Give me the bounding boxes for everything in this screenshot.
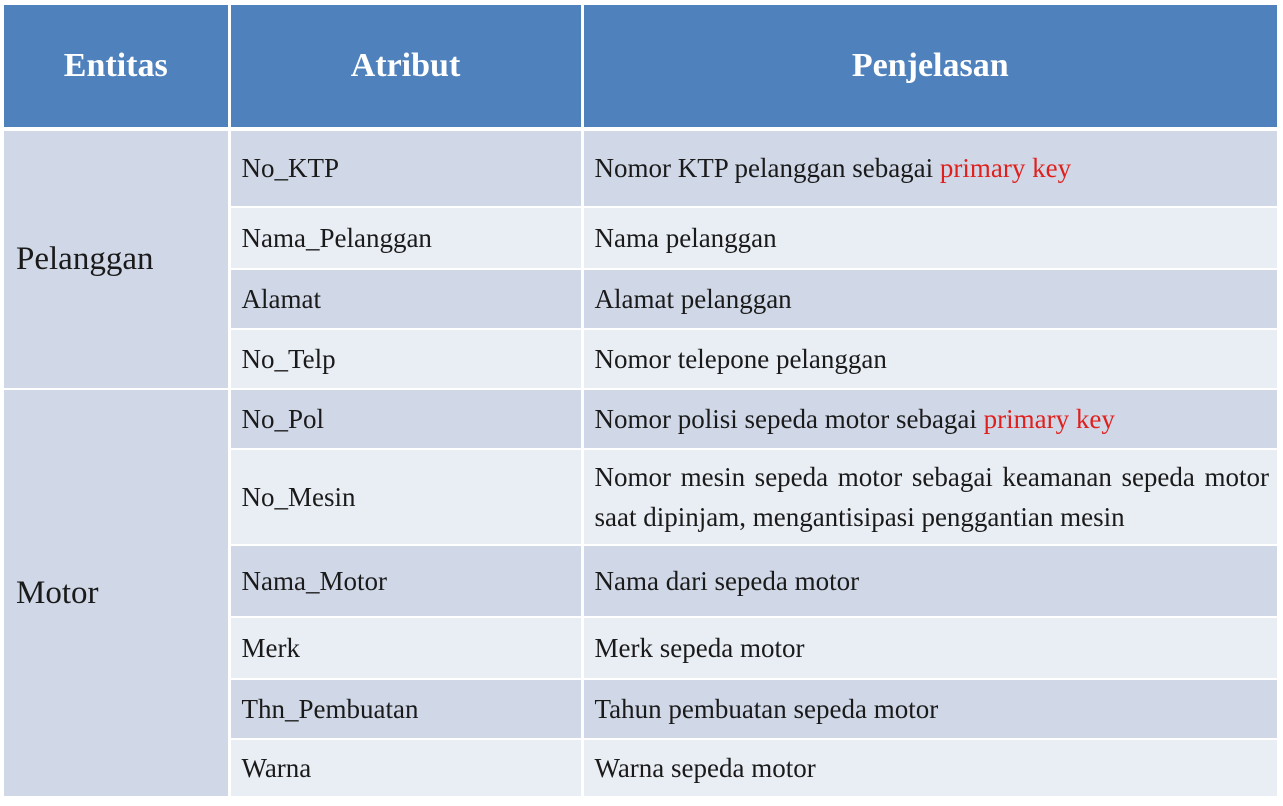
description-text: Nomor KTP pelanggan sebagai bbox=[594, 153, 934, 183]
table-row bbox=[4, 129, 1277, 207]
attribute-cell: No_Mesin bbox=[229, 449, 582, 545]
description-cell: Nomor telepone pelanggan bbox=[582, 329, 1277, 389]
primary-key-label: primary key bbox=[983, 403, 1115, 434]
entity-cell-pelanggan: Pelanggan bbox=[4, 129, 229, 389]
header-entitas: Entitas bbox=[4, 5, 229, 129]
header-penjelasan: Penjelasan bbox=[582, 5, 1277, 129]
entity-attribute-table-container bbox=[4, 5, 1277, 806]
attribute-cell: Warna bbox=[229, 739, 582, 797]
attribute-cell: Thn_Pembuatan bbox=[229, 679, 582, 739]
entity-attribute-table bbox=[4, 5, 1277, 798]
attribute-cell: Alamat bbox=[229, 269, 582, 329]
attribute-cell: No_KTP bbox=[229, 129, 582, 207]
description-cell: Warna sepeda motor bbox=[582, 739, 1277, 797]
description-cell: Nama pelanggan bbox=[582, 207, 1277, 269]
table-row bbox=[4, 389, 1277, 449]
header-atribut: Atribut bbox=[229, 5, 582, 129]
description-text: Nomor polisi sepeda motor sebagai bbox=[594, 403, 977, 434]
attribute-cell: Merk bbox=[229, 617, 582, 679]
description-cell: Nomor mesin sepeda motor sebagai keamanan sepeda motor saat dipinjam, mengantisipasi penggantian mesin bbox=[582, 449, 1277, 545]
description-cell: Merk sepeda motor bbox=[582, 617, 1277, 679]
description-cell bbox=[582, 389, 1277, 449]
primary-key-label: primary key bbox=[939, 153, 1072, 183]
attribute-cell: No_Pol bbox=[229, 389, 582, 449]
description-cell: Tahun pembuatan sepeda motor bbox=[582, 679, 1277, 739]
entity-cell-motor: Motor bbox=[4, 389, 229, 797]
header-row bbox=[4, 5, 1277, 129]
description-cell: Alamat pelanggan bbox=[582, 269, 1277, 329]
description-cell: Nama dari sepeda motor bbox=[582, 545, 1277, 617]
attribute-cell: Nama_Motor bbox=[229, 545, 582, 617]
attribute-cell: No_Telp bbox=[229, 329, 582, 389]
attribute-cell: Nama_Pelanggan bbox=[229, 207, 582, 269]
description-cell bbox=[582, 129, 1277, 207]
